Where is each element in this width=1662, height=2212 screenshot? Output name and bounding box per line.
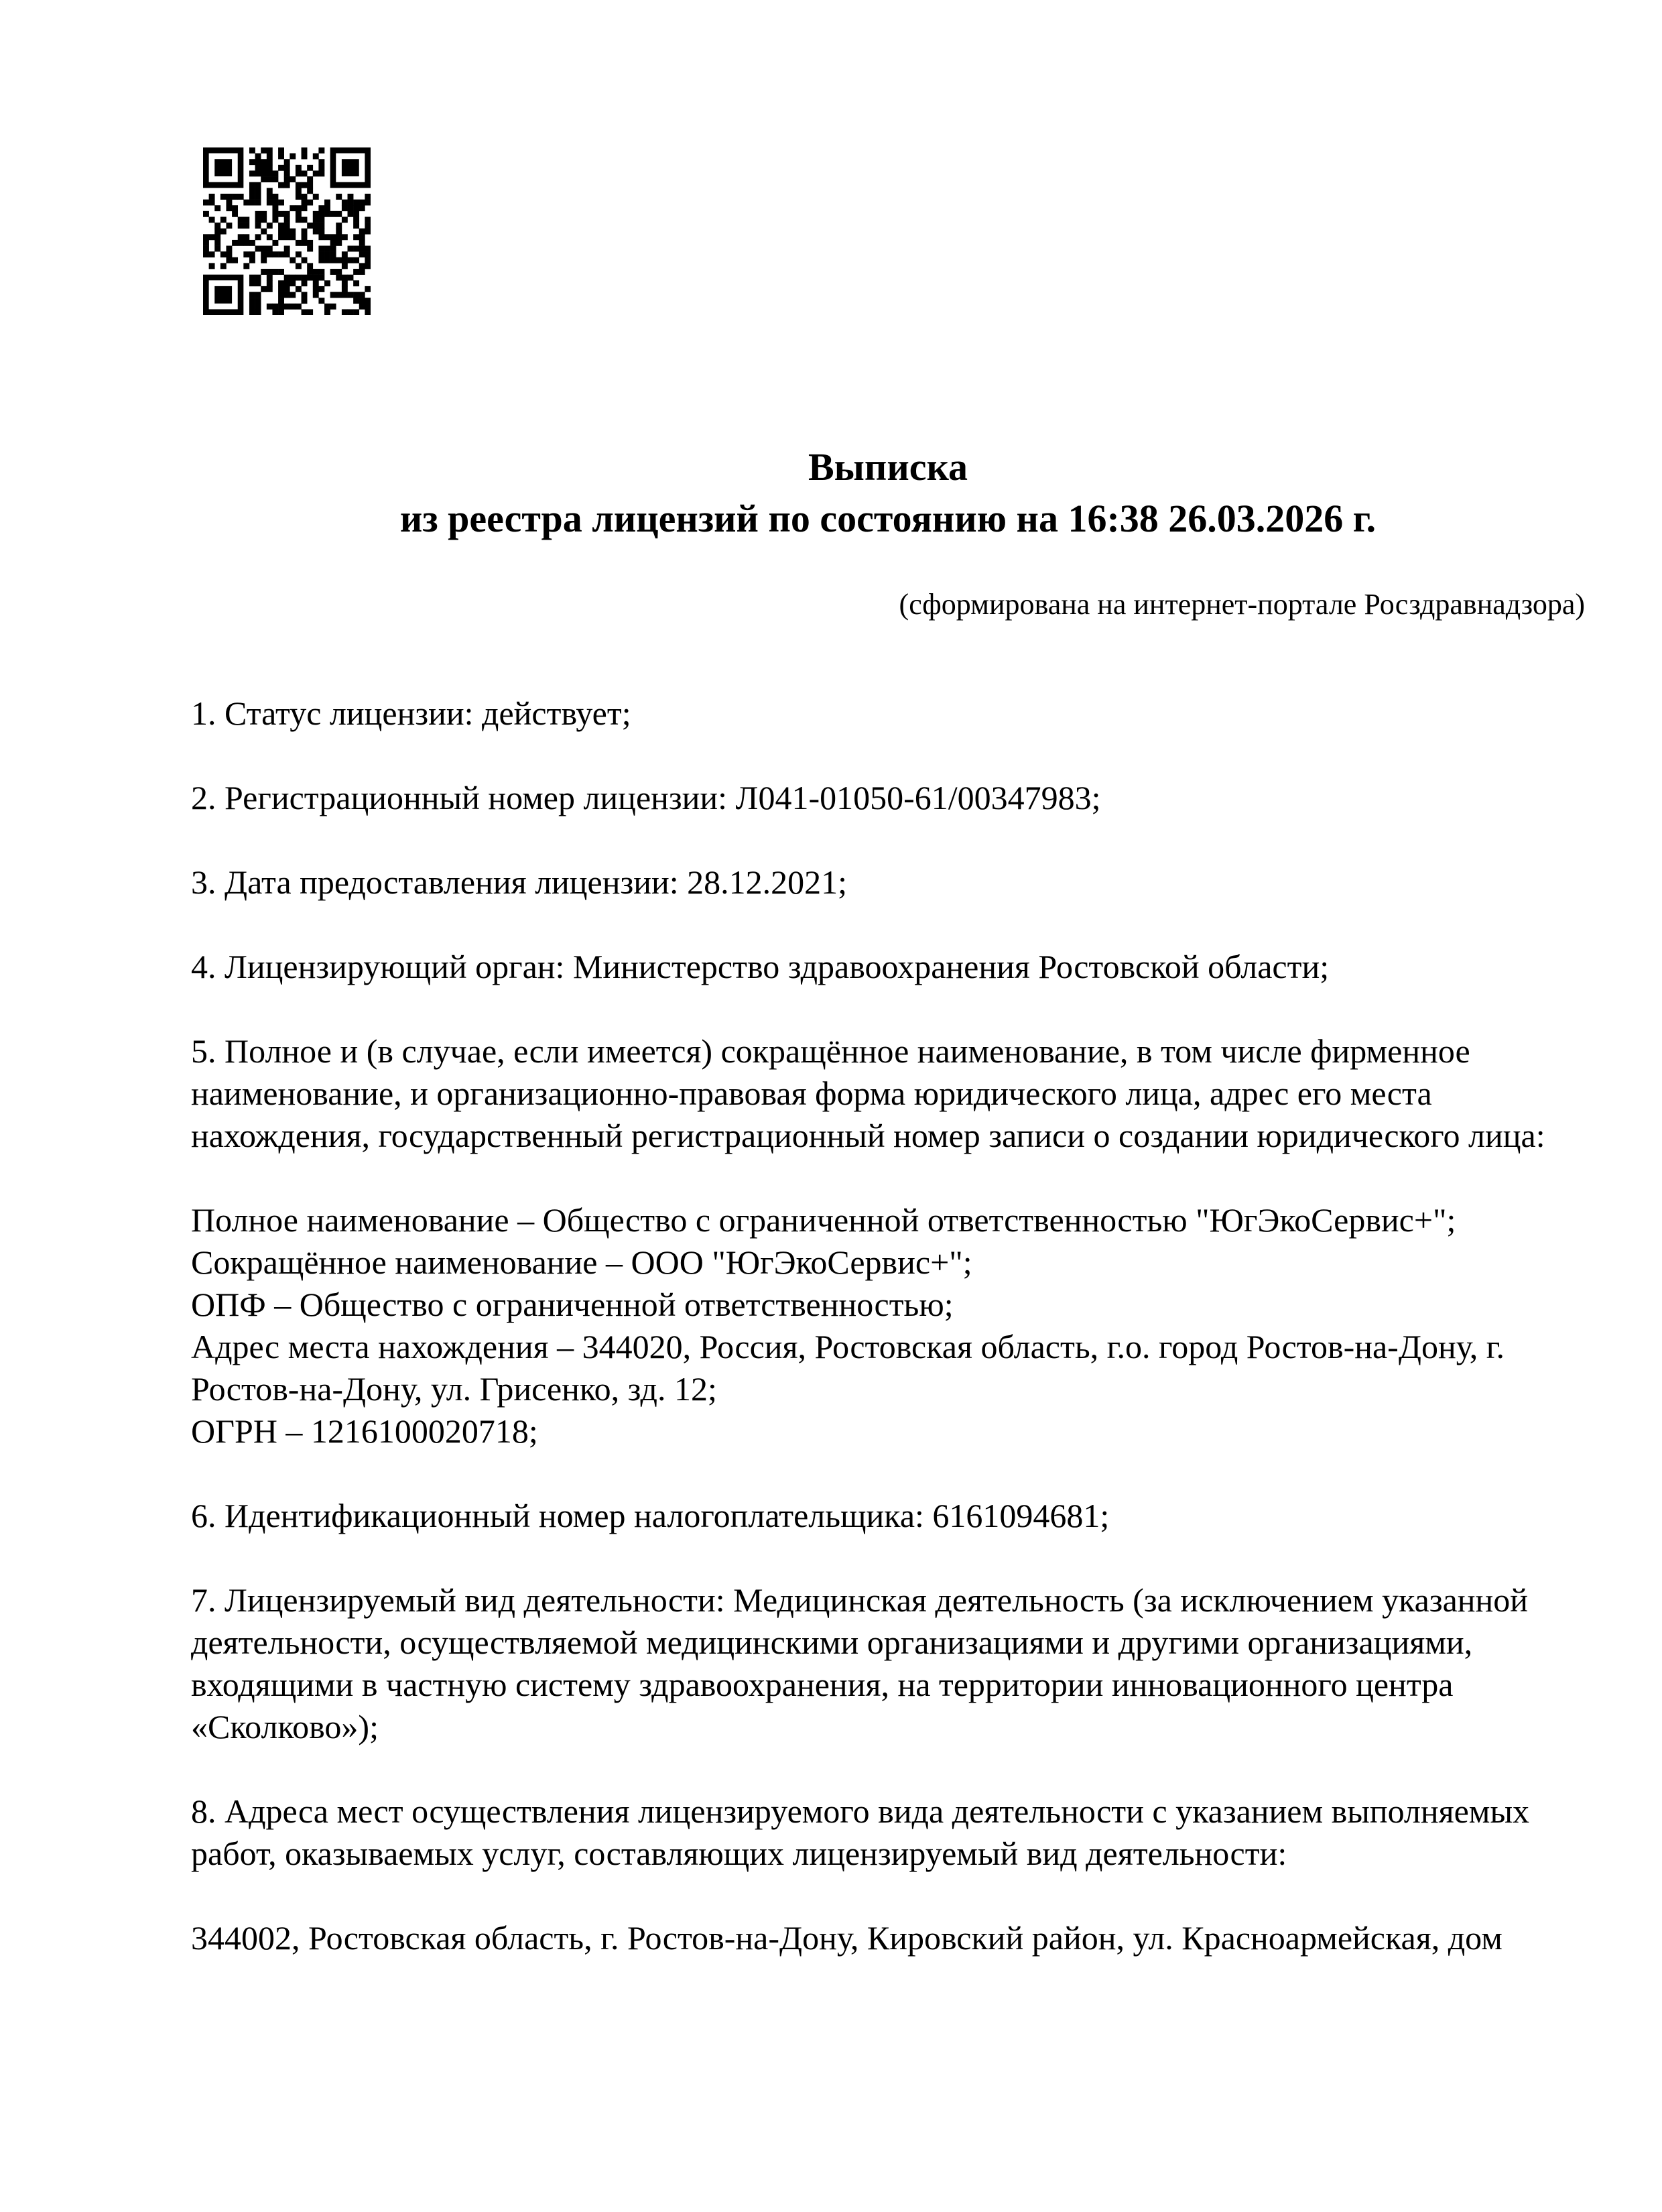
item-licensed-activity: 7. Лицензируемый вид деятельности: Медицинская деятельность (за исключением указанной деятельности, осуществляемой медицинскими организациями и другими организациями, входящими в частную систему здравоохранения, на территории инновационного центра «Сколково»); <box>191 1581 1529 1745</box>
item-grant-date: 3. Дата предоставления лицензии: 28.12.2021; <box>191 863 848 901</box>
item-activity-addresses-intro: 8. Адреса мест осуществления лицензируемого вида деятельности с указанием выполняемых работ, оказываемых услуг, составляющих лицензируемый вид деятельности: <box>191 1792 1530 1872</box>
qr-code-icon <box>203 147 371 315</box>
org-address: Адрес места нахождения – 344020, Россия, Ростовская область, г.о. город Ростов-на-Дону, г. Ростов-на-Дону, ул. Грисенко, зд. 12; <box>191 1328 1505 1408</box>
document-body <box>191 692 1585 1959</box>
item-org-info-intro: 5. Полное и (в случае, если имеется) сокращённое наименование, в том числе фирменное наименование, и организационно-правовая форма юридического лица, адрес его места нахождения, государственный регистрационный номер записи о создании юридического лица: <box>191 1032 1545 1154</box>
org-legal-form: ОПФ – Общество с ограниченной ответственностью; <box>191 1286 954 1323</box>
document-content <box>0 441 1662 1959</box>
item-registration-number: 2. Регистрационный номер лицензии: Л041-01050-61/00347983; <box>191 779 1101 816</box>
org-full-name: Полное наименование – Общество с ограниченной ответственностью "ЮгЭкоСервис+"; <box>191 1201 1456 1239</box>
title-line-1: Выписка <box>808 445 968 489</box>
org-ogrn: ОГРН – 1216100020718; <box>191 1412 538 1450</box>
document-title <box>191 441 1585 544</box>
item-license-status: 1. Статус лицензии: действует; <box>191 694 631 732</box>
title-line-2: из реестра лицензий по состоянию на 16:38 26.03.2026 г. <box>399 497 1377 540</box>
item-taxpayer-inn: 6. Идентификационный номер налогоплательщика: 6161094681; <box>191 1497 1110 1534</box>
org-details-block <box>191 1199 1585 1453</box>
document-subtitle: (сформирована на интернет-портале Росздравнадзора) <box>899 588 1585 621</box>
item-licensing-authority: 4. Лицензирующий орган: Министерство здравоохранения Ростовской области; <box>191 948 1330 985</box>
org-short-name: Сокращённое наименование – ООО "ЮгЭкоСервис+"; <box>191 1243 972 1281</box>
activity-address-line: 344002, Ростовская область, г. Ростов-на-Дону, Кировский район, ул. Красноармейская, дом <box>191 1919 1503 1957</box>
